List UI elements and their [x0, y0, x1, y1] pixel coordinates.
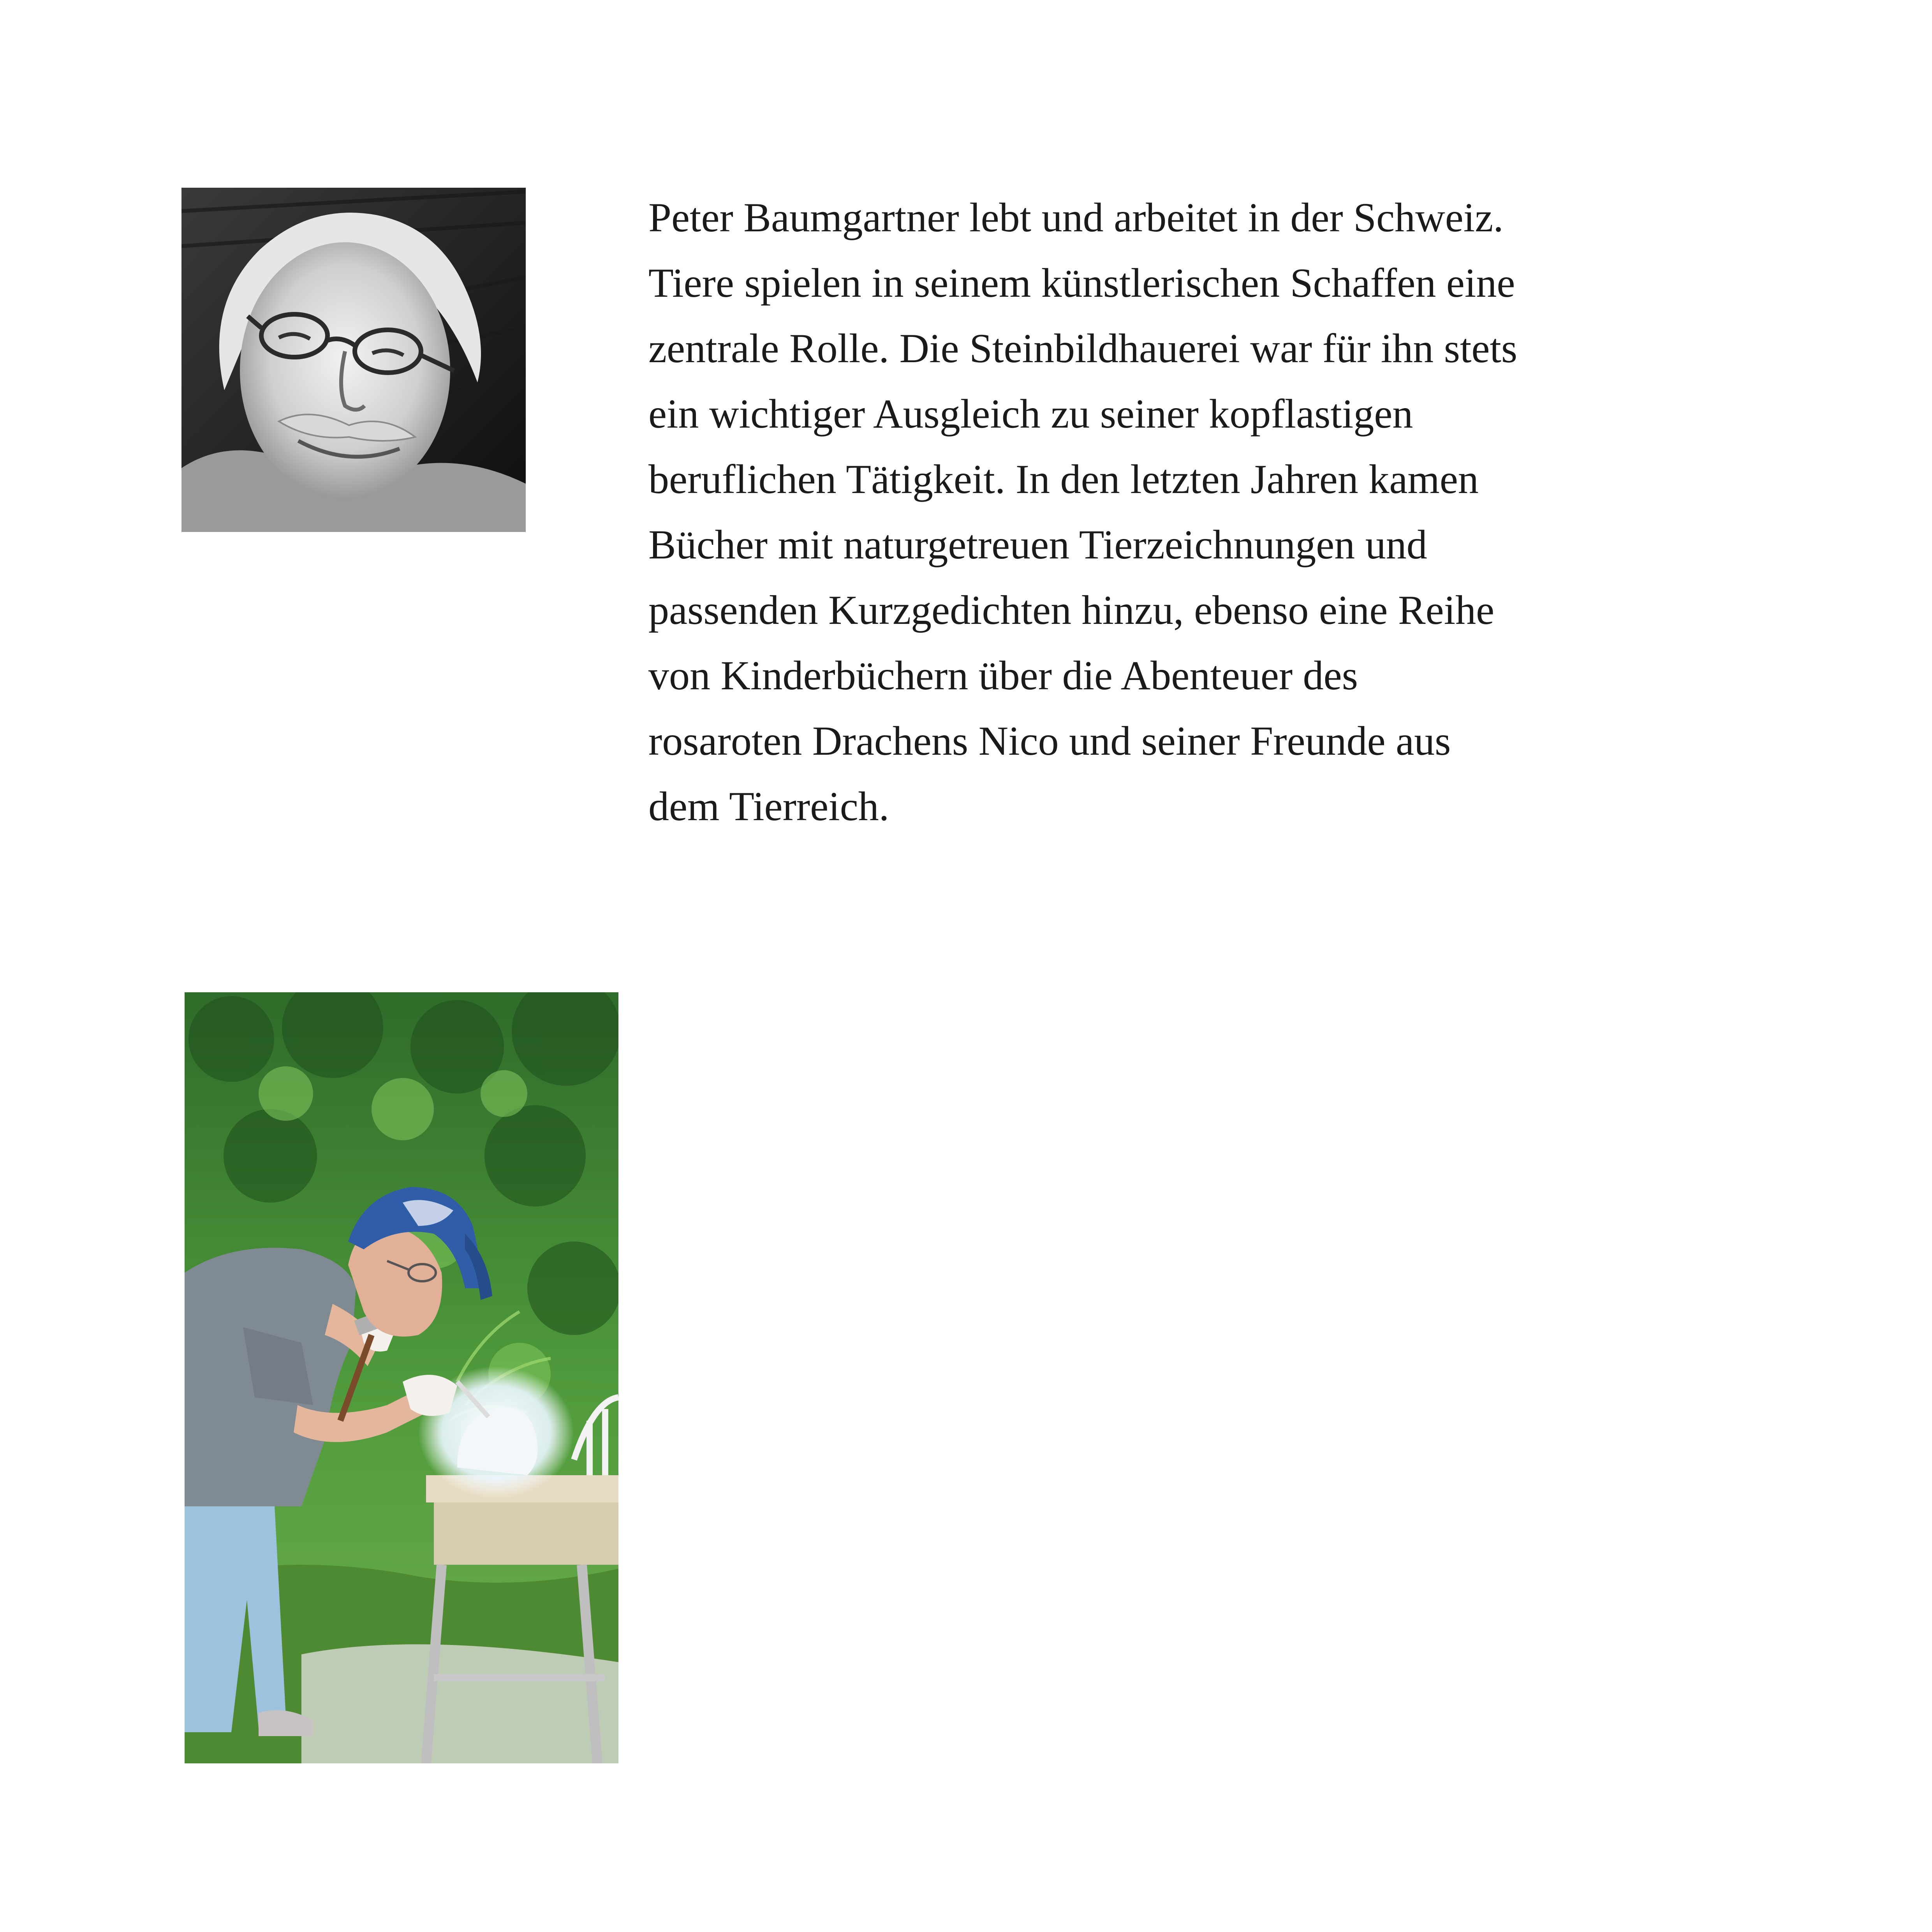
bio-line: rosaroten Drachens Nico und seiner Freunde aus	[648, 718, 1451, 764]
bio-line: zentrale Rolle. Die Steinbildhauerei war für ihn stets	[648, 326, 1518, 371]
bio-line: Peter Baumgartner lebt und arbeitet in der Schweiz.	[648, 195, 1504, 240]
author-biography	[648, 185, 1708, 839]
bio-line: von Kinderbüchern über die Abenteuer des	[648, 653, 1358, 698]
sculpting-illustration	[185, 992, 618, 1763]
bio-line: dem Tierreich.	[648, 784, 889, 829]
author-portrait-photo	[181, 188, 526, 532]
portrait-illustration	[181, 188, 526, 532]
bio-line: beruflichen Tätigkeit. In den letzten Jahren kamen	[648, 456, 1479, 502]
bio-line: ein wichtiger Ausgleich zu seiner kopflastigen	[648, 391, 1413, 437]
stone-sculpting-photo	[185, 992, 618, 1763]
bio-line: Tiere spielen in seinem künstlerischen Schaffen eine	[648, 260, 1515, 306]
bio-line: Bücher mit naturgetreuen Tierzeichnungen und	[648, 522, 1427, 567]
bio-line: passenden Kurzgedichten hinzu, ebenso eine Reihe	[648, 587, 1495, 633]
